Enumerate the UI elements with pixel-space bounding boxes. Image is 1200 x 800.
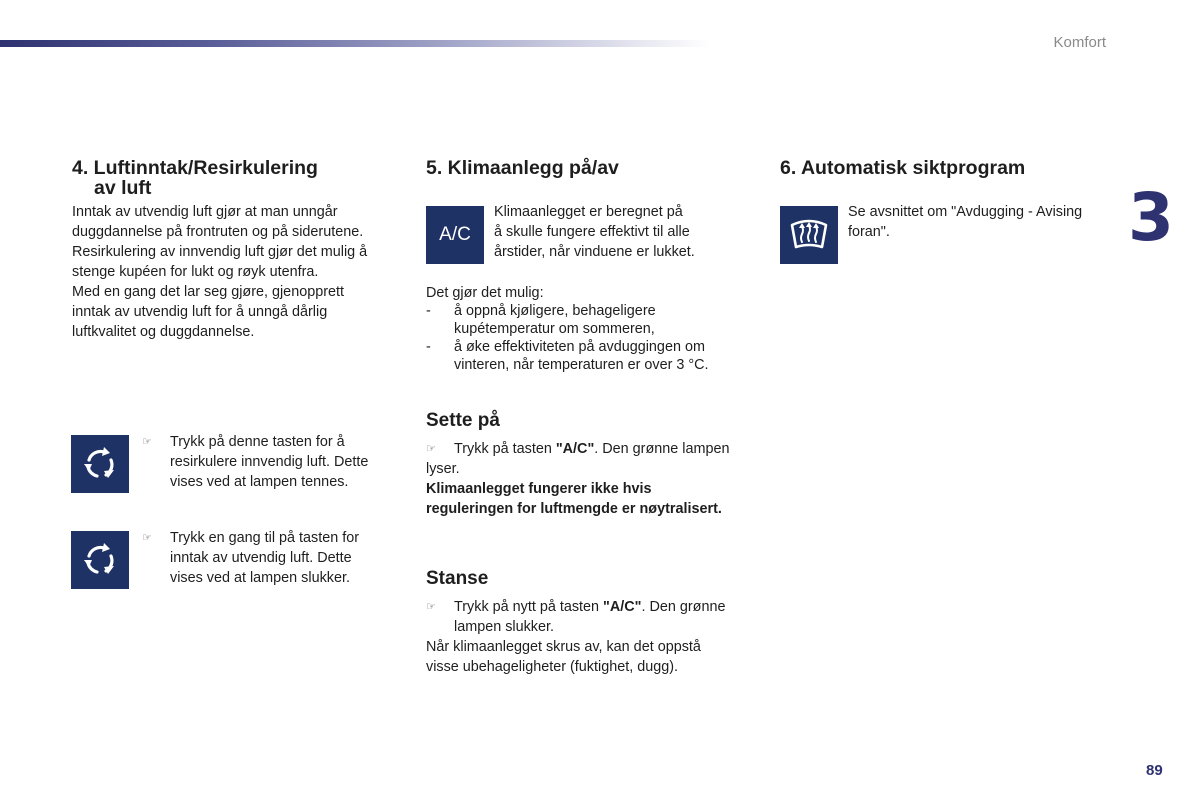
section-5-title: 5. Klimaanlegg på/av: [426, 157, 619, 179]
ac-key-ref: "A/C": [555, 441, 595, 457]
section-4-title-line2: av luft: [94, 177, 152, 199]
turn-on-title: Sette på: [426, 410, 500, 431]
intro-line: årstider, når vinduene er lukket.: [494, 244, 695, 260]
instruction-line: resirkulere innvendig luft. Dette: [170, 454, 369, 470]
bullet-hand-icon: ☞: [426, 443, 436, 455]
ac-key-ref: "A/C": [603, 599, 642, 615]
windshield-demist-icon: [780, 206, 838, 264]
instruction-line: Trykk en gang til på tasten for: [170, 530, 360, 546]
section-4-title-line1: 4. Luftinntak/Resirkulering: [72, 157, 318, 179]
intro-line: å skulle fungere effektivt til alle: [494, 224, 690, 240]
benefit-item: - å oppnå kjøligere, behageligere kupétemperatur om sommeren,: [426, 303, 656, 337]
section-4-intro: [72, 202, 402, 342]
section-name: Komfort: [1053, 34, 1106, 51]
section-4-title: [72, 158, 318, 198]
recirculation-icon: [71, 435, 129, 493]
benefits-label: Det gjør det mulig:: [426, 285, 544, 301]
intro-line: luftkvalitet og duggdannelse.: [72, 324, 255, 340]
instruction-line: inntak av utvendig luft. Dette: [170, 550, 352, 566]
section-6-text: Se avsnittet om "Avdugging - Avising foran".: [848, 204, 1083, 240]
page-number: 89: [1146, 762, 1163, 779]
recirculation-icon: [71, 531, 129, 589]
benefits-list: [426, 302, 756, 374]
ac-button-icon: [426, 206, 484, 264]
intro-line: Inntak av utvendig luft gjør at man unngår: [72, 204, 338, 220]
intro-line: Klimaanlegget er beregnet på: [494, 204, 683, 220]
turn-off-note: Når klimaanlegget skrus av, kan det oppstå visse ubehageligheter (fuktighet, dugg).: [426, 639, 701, 675]
intro-line: stenge kupéen for lukt og røyk utenfra.: [72, 264, 319, 280]
turn-off-title: Stanse: [426, 568, 489, 589]
bullet-hand-icon: ☞: [142, 436, 152, 448]
section-6-title: 6. Automatisk siktprogram: [780, 157, 1026, 179]
intro-line: duggdannelse på frontruten og på siderutene.: [72, 224, 364, 240]
header-gradient-bar: [0, 40, 710, 47]
instruction-line: vises ved at lampen tennes.: [170, 474, 349, 490]
instruction-line: vises ved at lampen slukker.: [170, 570, 350, 586]
chapter-number: 3: [1128, 179, 1174, 256]
ac-intro: [494, 202, 734, 262]
bullet-hand-icon: ☞: [142, 532, 152, 544]
instruction-line: Trykk på denne tasten for å: [170, 434, 345, 450]
turn-on-warning: Klimaanlegget fungerer ikke hvis reguleringen for luftmengde er nøytralisert.: [426, 481, 722, 517]
intro-line: Med en gang det lar seg gjøre, gjenopprett: [72, 284, 344, 300]
ac-label: A/C: [439, 224, 471, 245]
benefit-item: - å øke effektiviteten på avduggingen om vinteren, når temperaturen er over 3 °C.: [426, 339, 709, 373]
intro-line: inntak av utvendig luft for å unngå dårlig: [72, 304, 328, 320]
intro-line: Resirkulering av innvendig luft gjør det mulig å: [72, 244, 368, 260]
ac-benefits: [426, 284, 756, 374]
bullet-hand-icon: ☞: [426, 601, 436, 613]
